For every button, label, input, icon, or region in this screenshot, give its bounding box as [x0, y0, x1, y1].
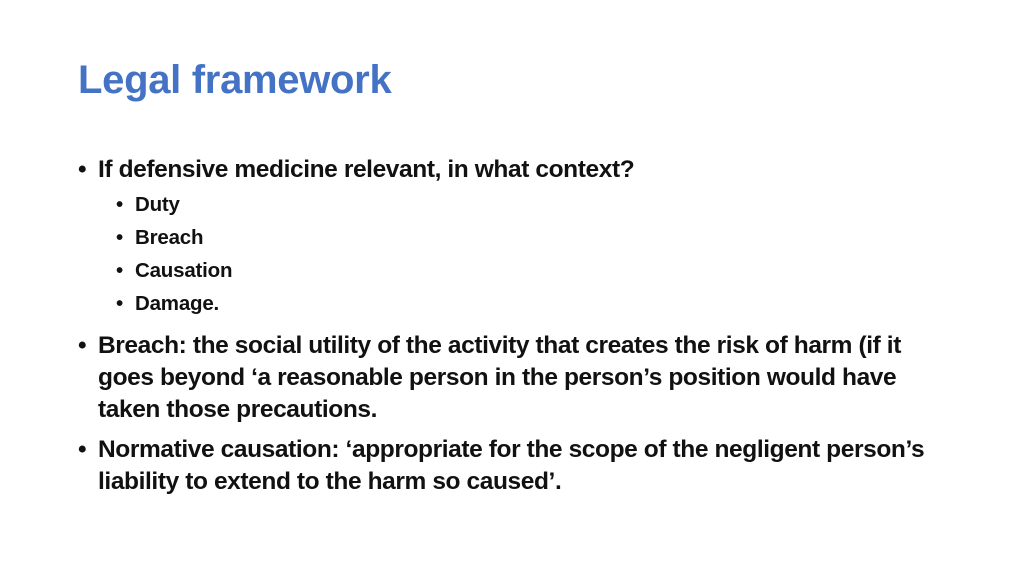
bullet-icon: • — [78, 156, 87, 183]
sub-bullet-damage — [78, 287, 958, 320]
bullet-icon: • — [116, 193, 123, 216]
bullet-icon: • — [78, 436, 87, 463]
sub-bullet-list — [78, 188, 958, 320]
bullet-text: Breach: the social utility of the activity that creates the risk of harm (if it goes beyond ‘a reasonable person in the person’s position would have taken those precautions. — [98, 332, 901, 423]
bullet-point-breach — [78, 330, 958, 426]
sub-bullet-causation — [78, 254, 958, 287]
bullet-icon: • — [78, 332, 87, 359]
sub-bullet-duty — [78, 188, 958, 221]
slide-title: Legal framework — [78, 58, 392, 102]
bullet-icon: • — [116, 292, 123, 315]
bullet-icon: • — [116, 259, 123, 282]
sub-bullet-text: Damage. — [135, 292, 220, 315]
sub-bullet-text: Breach — [135, 226, 204, 249]
bullet-icon: • — [116, 226, 123, 249]
sub-bullet-text: Causation — [135, 259, 233, 282]
sub-bullet-text: Duty — [135, 193, 180, 216]
sub-bullet-breach — [78, 221, 958, 254]
bullet-text: Normative causation: ‘appropriate for the scope of the negligent person’s liability to extend to the harm so caused’. — [98, 436, 925, 495]
slide-body — [78, 154, 958, 498]
bullet-point-context — [78, 154, 958, 186]
bullet-text: If defensive medicine relevant, in what context? — [98, 156, 635, 183]
bullet-point-normative-causation — [78, 434, 958, 498]
